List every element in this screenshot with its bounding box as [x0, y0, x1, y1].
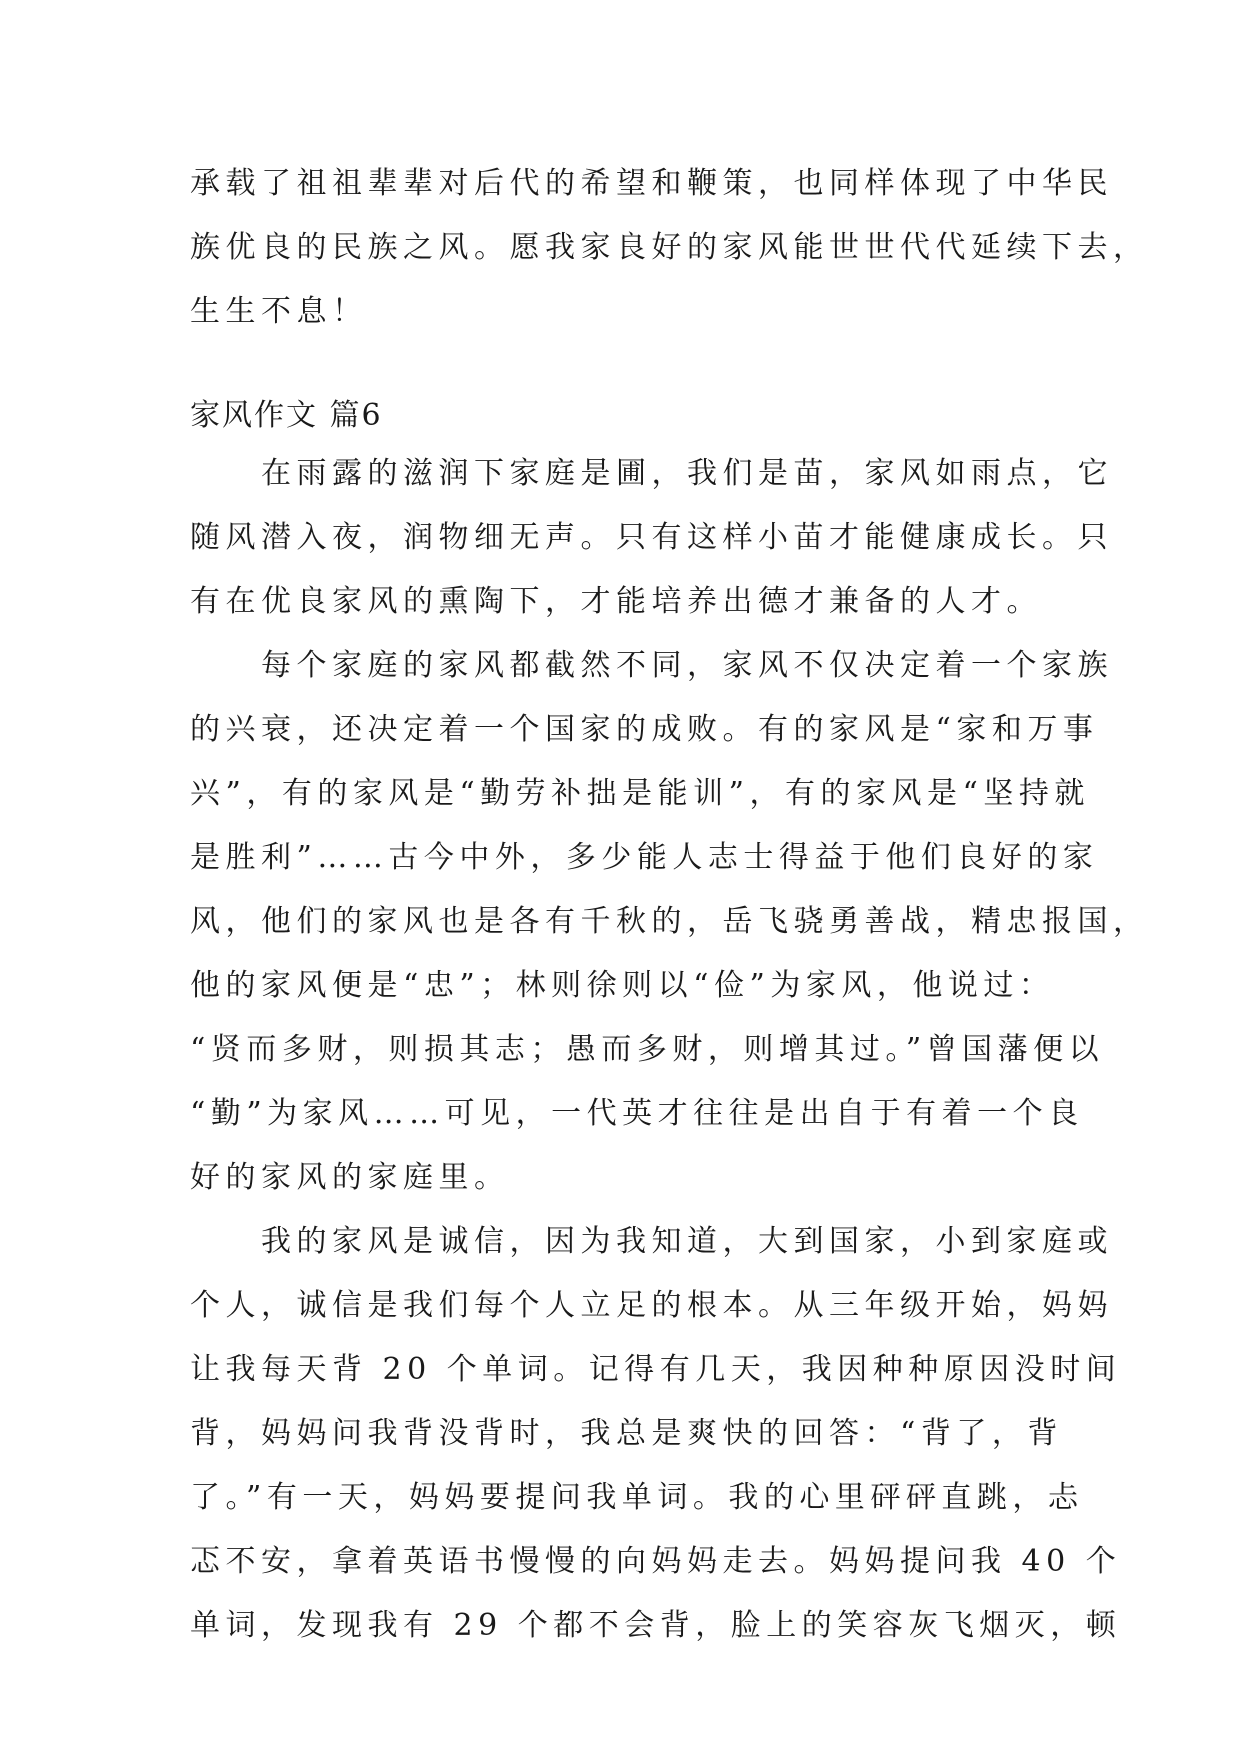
text-line: 族优良的民族之风。愿我家良好的家风能世世代代延续下去， — [190, 230, 1149, 265]
text-line: 他的家风便是“忠”；林则徐则以“俭”为家风，他说过： — [190, 968, 1055, 1003]
section-title: 家风作文 篇6 — [190, 398, 383, 433]
text-line: “勤”为家风……可见，一代英才往往是出自于有着一个良 — [190, 1096, 1084, 1131]
text-line: 的兴衰，还决定着一个国家的成败。有的家风是“家和万事 — [190, 712, 1099, 747]
text-line: 生生不息！ — [190, 294, 368, 329]
text-line: 承载了祖祖辈辈对后代的希望和鞭策，也同样体现了中华民 — [190, 166, 1113, 201]
text-line: 我的家风是诚信，因为我知道，大到国家，小到家庭或 — [190, 1224, 1113, 1259]
text-line: 在雨露的滋润下家庭是圃，我们是苗，家风如雨点，它 — [190, 456, 1113, 491]
text-line: 背，妈妈问我背没背时，我总是爽快的回答：“背了，背 — [190, 1416, 1063, 1451]
text-line: 兴”，有的家风是“勤劳补拙是能训”，有的家风是“坚持就 — [190, 776, 1090, 811]
text-line: “贤而多财，则损其志；愚而多财，则增其过。”曾国藩便以 — [190, 1032, 1105, 1067]
text-line: 好的家风的家庭里。 — [190, 1160, 510, 1195]
text-line: 是胜利”……古今中外，多少能人志士得益于他们良好的家 — [190, 840, 1099, 875]
text-line: 有在优良家风的熏陶下，才能培养出德才兼备的人才。 — [190, 584, 1042, 619]
text-line: 个人，诚信是我们每个人立足的根本。从三年级开始，妈妈 — [190, 1288, 1113, 1323]
text-line: 让我每天背 20 个单词。记得有几天，我因种种原因没时间 — [190, 1352, 1122, 1387]
text-line: 随风潜入夜，润物细无声。只有这样小苗才能健康成长。只 — [190, 520, 1113, 555]
text-line: 忑不安，拿着英语书慢慢的向妈妈走去。妈妈提问我 40 个 — [190, 1544, 1122, 1579]
text-line: 每个家庭的家风都截然不同，家风不仅决定着一个家族 — [190, 648, 1113, 683]
text-line: 风，他们的家风也是各有千秋的，岳飞骁勇善战，精忠报国， — [190, 904, 1149, 939]
text-line: 了。”有一天，妈妈要提问我单词。我的心里砰砰直跳，忐 — [190, 1480, 1084, 1515]
text-line: 单词，发现我有 29 个都不会背，脸上的笑容灰飞烟灭，顿 — [190, 1608, 1122, 1643]
